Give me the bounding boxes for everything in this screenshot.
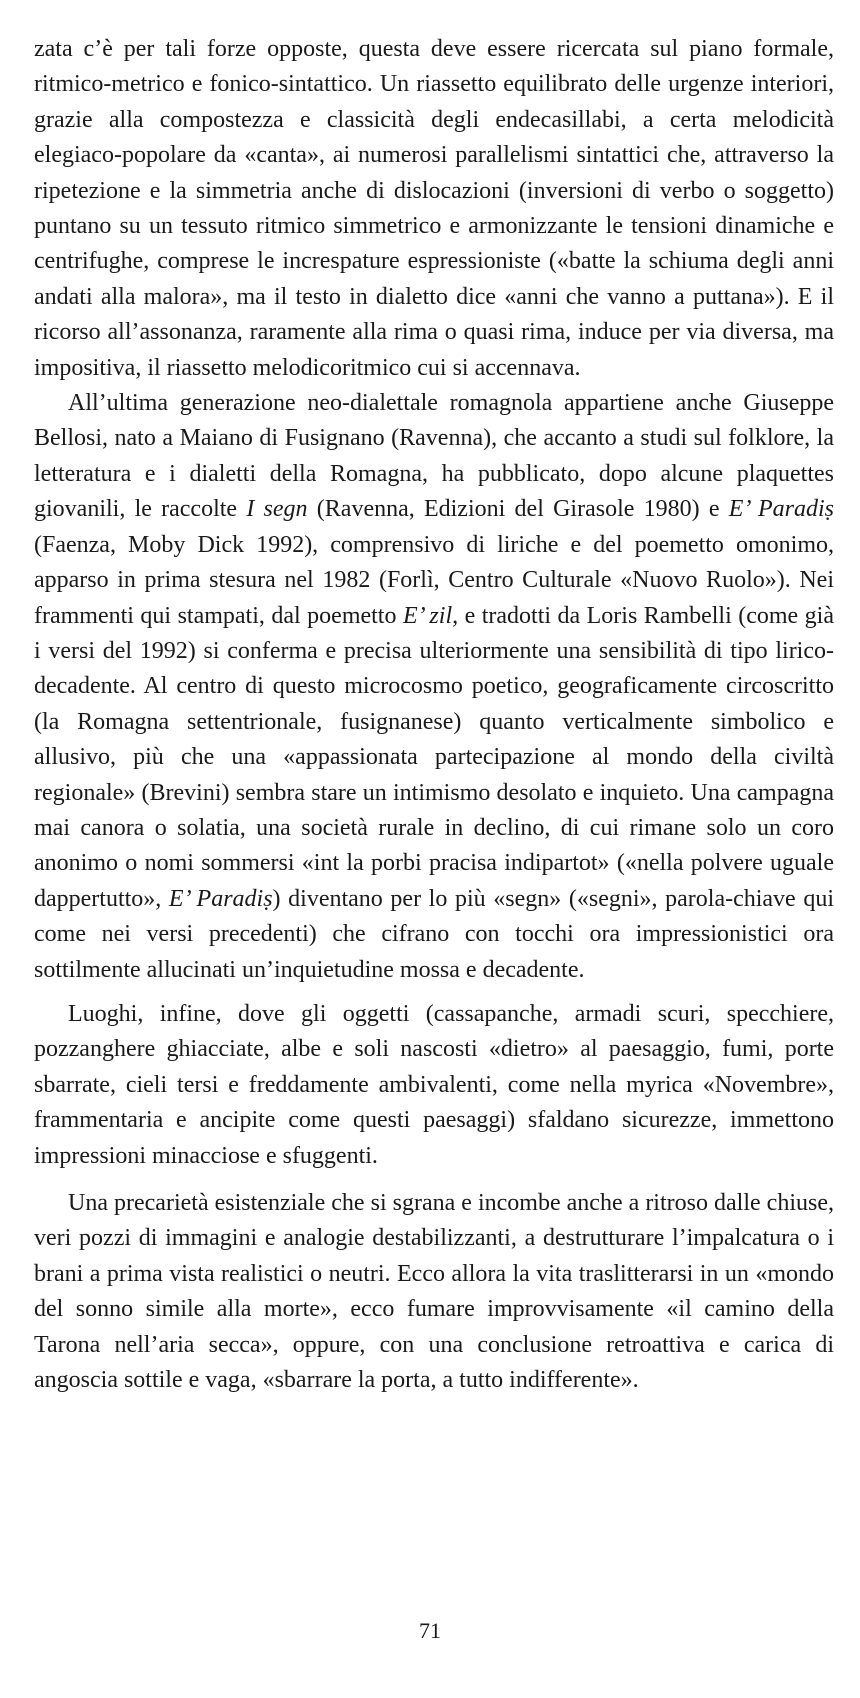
title-e-paradis-2: E’ Paradiṣ: [168, 885, 273, 912]
paragraph-4-text: Una precarietà esistenziale che si sgrana e incombe anche a ritroso dalle chiuse, veri pozzi di immagini e analogie destabilizzanti, a destrutturare l’impalcatura o i brani a prima vista realistici o neutri. Ecco allora la vita traslitterarsi in un «mondo del sonno simile alla morte», ecco fumare improvvisamente «il camino della Tarona nell’aria secca», oppure, con una conclusione retroattiva e carica di angoscia sottile e vaga, «sbarrare la porta, a tutto indifferente».: [34, 1190, 834, 1394]
paragraph-2: [34, 386, 834, 988]
paragraph-2-text-d: e tradotti da Loris Rambelli (come già i versi del 1992) si conferma e precisa ulteriormente una sensibilità di tipo lirico-decadente. Al centro di questo microcosmo poetico, geograficamente circoscritto (la Romagna settentrionale, fusignanese) quanto verticalmente simbolico e allusivo, più che una «appassionata partecipazione al mondo della civiltà regionale» (Brevini) sembra stare un intimismo desolato e inquieto. Una campagna mai canora o solatia, una società rurale in declino, di cui rimane solo un coro anonimo o nomi sommersi «int la porbi pracisa indipartot» («nella polvere uguale dappertutto»,: [34, 602, 835, 912]
title-i-segn: I segn: [246, 496, 308, 523]
page-number: 71: [419, 1618, 441, 1643]
title-e-zil: E’ zil,: [402, 602, 459, 629]
paragraph-2-text-b: (Ravenna, Edizioni del Girasole 1980) e: [307, 496, 729, 523]
paragraph-4: [34, 1186, 834, 1398]
paragraph-1-text: zata c’è per tali forze opposte, questa deve essere ricercata sul piano formale, ritmico-metrico e fonico-sintattico. Un riassetto equilibrato delle urgenze interiori, grazie alla compostezza e classicità degli endecasillabi, a certa melodicità elegiaco-popolare da «canta», ai numerosi parallelismi sintattici che, attraverso la ripetezione e la simmetria anche di dislocazioni (inversioni di verbo o soggetto) puntano su un tessuto ritmico simmetrico e armonizzante le tensioni dinamiche e centrifughe, comprese le increspature espressioniste («batte la schiuma degli anni andati alla malora», ma il testo in dialetto dice «anni che vanno a puttana»). E il ricorso all’assonanza, raramente alla rima o quasi rima, induce per via diversa, ma impositiva, il riassetto melodicoritmico cui si accennava.: [34, 36, 834, 381]
paragraph-2-text-e: ) diventano per lo più «segn» («segni», parola-chiave qui come nei versi precedenti) che cifrano con tocchi ora impressionistici ora sottilmente allucinati un’inquietudine mossa e decadente.: [34, 885, 834, 983]
paragraph-2-text-a: All’ultima generazione neo-dialettale romagnola appartiene anche Giuseppe Bellosi, nato a Maiano di Fusignano (Ravenna), che accanto a studi sul folklore, la letteratura e i dialetti della Romagna, ha pubblicato, dopo alcune plaquettes giovanili, le raccolte: [34, 390, 834, 523]
paragraph-1: [34, 32, 834, 386]
title-e-paradis: E’ Paradiṣ: [728, 496, 835, 523]
paragraph-3: [34, 997, 834, 1174]
paragraph-3-text: Luoghi, infine, dove gli oggetti (cassapanche, armadi scuri, specchiere, pozzanghere ghiacciate, albe e soli nascosti «dietro» al paesaggio, fumi, porte sbarrate, cieli tersi e freddamente ambivalenti, come nella myrica «Novembre», frammentaria e ancipite come questi paesaggi) sfaldano sicurezze, immettono impressioni minacciose e sfuggenti.: [34, 1000, 834, 1169]
paragraph-2-text-c: (Faenza, Moby Dick 1992), comprensivo di liriche e del poemetto omonimo, apparso in prima stesura nel 1982 (Forlì, Centro Culturale «Nuovo Ruolo»). Nei frammenti qui stampati, dal poemetto: [34, 531, 834, 629]
page-body: [34, 32, 834, 1398]
